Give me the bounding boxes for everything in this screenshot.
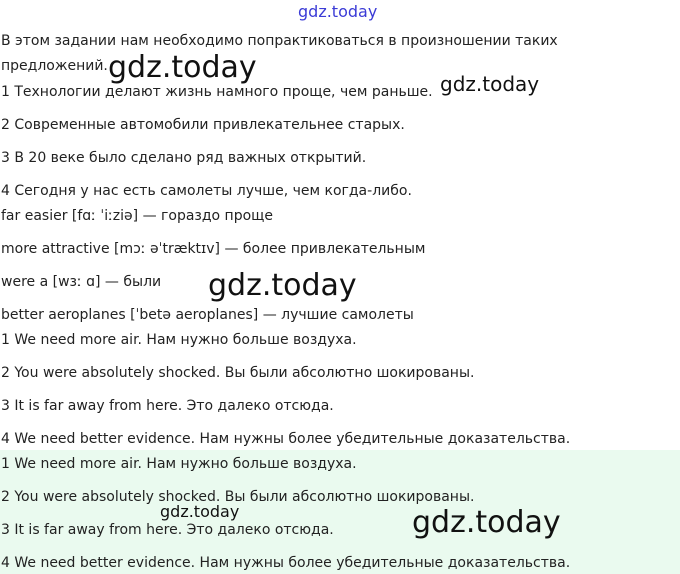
answer-3: 3 It is far away from here. Это далеко отсюда. [1, 522, 334, 538]
answer-1: 1 We need more air. Нам нужно больше воздуха. [1, 456, 357, 472]
watermark-medium-1: gdz.today [440, 72, 540, 96]
vocab-1: far easier [fɑː ˈiːziə] — гораздо проще [1, 208, 273, 224]
intro-line-2: предложений. [1, 58, 108, 74]
example-1: 1 We need more air. Нам нужно больше воздуха. [1, 332, 357, 348]
watermark-top: gdz.today [298, 2, 378, 21]
answer-4: 4 We need better evidence. Нам нужны более убедительные доказательства. [1, 555, 571, 571]
intro-line-1: В этом задании нам необходимо попрактиковаться в произношении таких [1, 33, 558, 49]
sentence-4: 4 Сегодня у нас есть самолеты лучше, чем когда-либо. [1, 183, 412, 199]
watermark-large-1: gdz.today [108, 50, 257, 85]
example-2: 2 You were absolutely shocked. Вы были абсолютно шокированы. [1, 365, 475, 381]
vocab-3: were a [wɜː ɑ] — были [1, 274, 162, 290]
vocab-2: more attractive [mɔː əˈtræktɪv] — более привлекательным [1, 241, 426, 257]
sentence-3: 3 В 20 веке было сделано ряд важных открытий. [1, 150, 367, 166]
sentence-2: 2 Современные автомобили привлекательнее старых. [1, 117, 405, 133]
watermark-large-2: gdz.today [208, 268, 357, 303]
example-3: 3 It is far away from here. Это далеко отсюда. [1, 398, 334, 414]
watermark-large-3: gdz.today [412, 505, 561, 540]
example-4: 4 We need better evidence. Нам нужны более убедительные доказательства. [1, 431, 571, 447]
watermark-small-bottom: gdz.today [160, 502, 240, 521]
answer-2: 2 You were absolutely shocked. Вы были абсолютно шокированы. [1, 489, 475, 505]
sentence-1: 1 Технологии делают жизнь намного проще, чем раньше. [1, 84, 433, 100]
vocab-4: better aeroplanes [ˈbetə aeroplanes] — лучшие самолеты [1, 307, 414, 323]
